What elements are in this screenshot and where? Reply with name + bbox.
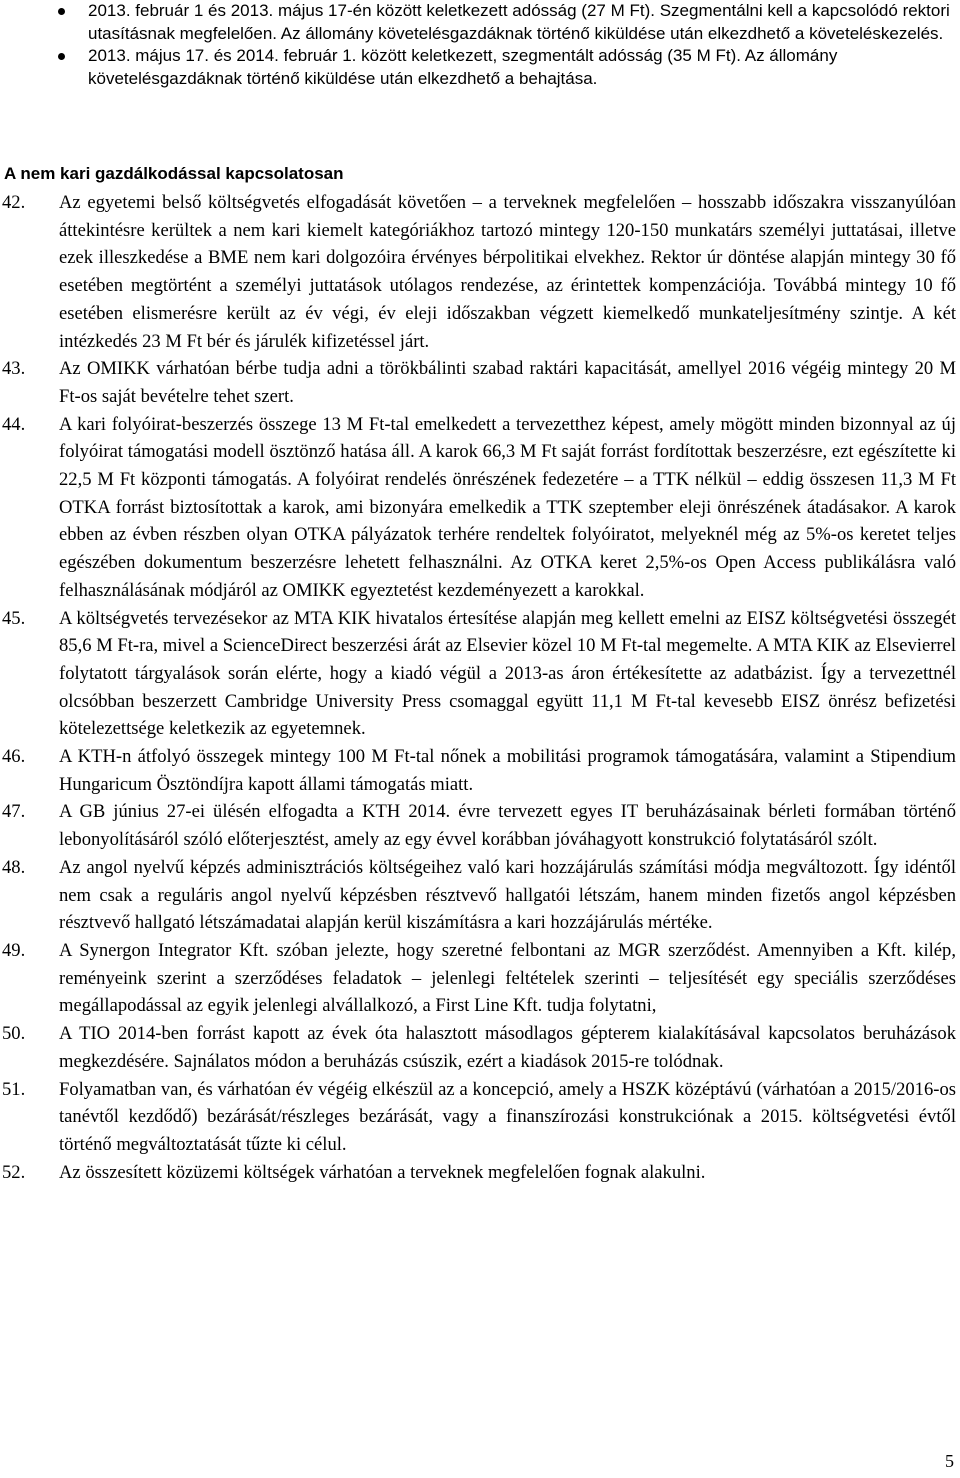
list-item — [0, 937, 960, 1020]
bullet-list — [0, 0, 960, 90]
list-item — [0, 798, 960, 853]
item-text: A kari folyóirat-beszerzés összege 13 M Ft-tal emelkedett a tervezetthez képest, amely mögött minden bizonnyal az új folyóirat támogatási modell ösztönző hatása áll. A karok 66,3 M Ft saját forrást fordítottak beszerzésre, ezt egészítette ki 22,5 M Ft központi támogatás. A folyóirat rendelés önrészének fedezetére – a TTK nélkül – eddig összesen 11,3 M Ft OTKA forrást biztosítottak a karok, ami bizonyára emelkedik a TTK szeptember eleji önrészének átadásakor. A karok ebben az évben részben olyan OTKA pályázatok terhére rendeltek folyóiratot, melyeknél még az 5%-os keretet teljes egészében dokumentum beszerzésre lehetett felhasználni. Az OTKA keret 2,5%-os Open Access publikálásra való felhasználásának módjáról az OMIKK egyeztetést kezdeményezett a karokkal. — [59, 413, 956, 601]
list-item — [0, 854, 960, 937]
list-item — [0, 1159, 960, 1187]
bullet-dot-icon — [58, 53, 65, 60]
item-text: Az angol nyelvű képzés adminisztrációs költségeihez való kari hozzájárulás számítási módja megváltozott. Így idéntől nem csak a reguláris angol nyelvű képzésben résztvevő hallgatói létszám, hanem minden fizetős angol képzésben résztvevő hallgató létszámadatai alapján kerül kiszámításra a kari hozzájárulás mértéke. — [59, 856, 956, 934]
list-item — [0, 189, 960, 355]
item-text: A TIO 2014-ben forrást kapott az évek óta halasztott másodlagos gépterem kialakításával kapcsolatos beruházások megkezdésére. Sajnálatos módon a beruházás csúszik, ezért a kiadások 2015-re tolódnak. — [59, 1023, 956, 1072]
item-text: A GB június 27-ei ülésén elfogadta a KTH 2014. évre tervezett egyes IT beruházásainak bérleti formában történő lebonyolításáról szóló előterjesztést, amely az egy évvel korábban jóváhagyott konstrukció folytatásáról szólt. — [59, 801, 956, 851]
page-number: 5 — [945, 1451, 954, 1471]
list-item — [0, 1076, 960, 1159]
list-item — [0, 355, 960, 410]
item-number: 44. — [2, 413, 26, 435]
numbered-list — [0, 189, 960, 1186]
item-number: 43. — [2, 358, 26, 380]
item-text: Az egyetemi belső költségvetés elfogadását követően – a terveknek megfelelően – hosszabb időszakra visszanyúlóan áttekintésre kerültek a nem kari kiemelt kategóriákhoz tartozó mintegy 120-150 munkatárs személyi juttatásai, illetve ezek illeszkedése a BME nem kari dolgozóira érvényes bérpolitikai elvekhez. Rektor úr döntése alapján mintegy 30 fő esetében megtörtént a személyi juttatások utólagos rendezése, az érintettek kompenzációja. Továbbá mintegy 10 fő esetében elismerésre került az év végi, év eleji időszakban végzett kiemelkedő munkateljesítmény szintje. A két intézkedés 23 M Ft bér és járulék kifizetéssel járt. — [59, 192, 956, 352]
section-heading: A nem kari gazdálkodással kapcsolatosan — [4, 164, 344, 183]
item-number: 45. — [2, 607, 26, 629]
bullet-text: 2013. május 17. és 2014. február 1. között keletkezett, szegmentált adósság (35 M Ft). Az állomány követelésgazdáknak történő kiküldése után elkezdhető a behajtása. — [88, 46, 838, 88]
list-item — [0, 1020, 960, 1075]
item-text: Az OMIKK várhatóan bérbe tudja adni a törökbálinti szabad raktári kapacitását, amellyel 2016 végéig mintegy 20 M Ft-os saját bevételre tehet szert. — [59, 358, 956, 407]
bullet-text: 2013. február 1 és 2013. május 17-én között keletkezett adósság (27 M Ft). Szegmentálni kell a kapcsolódó rektori utasításnak megfelelően. Az állomány követelésgazdáknak történő kiküldése után elkezdhető a követeléskezelés. — [88, 1, 950, 43]
item-number: 42. — [2, 192, 26, 213]
item-number: 49. — [2, 939, 26, 961]
item-number: 52. — [2, 1161, 26, 1183]
list-item — [0, 605, 960, 744]
list-item — [0, 743, 960, 798]
item-number: 51. — [2, 1078, 26, 1100]
item-number: 48. — [2, 856, 26, 878]
list-item — [0, 411, 960, 605]
item-text: A Synergon Integrator Kft. szóban jelezte, hogy szeretné felbontani az MGR szerződést. Amennyiben a Kft. kilép, reményeink szerint a szerződéses feladatok – jelenlegi feltételek szerinti – teljesítését egy speciális szerződéses megállapodással az egyik jelenlegi alvállalkozó, a First Line Kft. tudja folytatni, — [59, 939, 956, 1017]
bullet-item — [0, 45, 960, 90]
bullet-dot-icon — [58, 8, 65, 15]
item-text: A KTH-n átfolyó összegek mintegy 100 M Ft-tal nőnek a mobilitási programok támogatására, valamint a Stipendium Hungaricum Ösztöndíjra kapott állami támogatás miatt. — [59, 746, 956, 795]
item-text: A költségvetés tervezésekor az MTA KIK hivatalos értesítése alapján meg kellett emelni az EISZ költségvetési összegét 85,6 M Ft-ra, mivel a ScienceDirect beszerzési árát az Elsevier közel 10 M Ft-tal megemelte. A MTA KIK az Elsevierrel folytatott tárgyalások során elérte, hogy a kiadó végül a 2013-as áron értékesítette az adatbázist. Így a tervezettnél olcsóbban beszerzett Cambridge University Press csomaggal együtt 11,1 M Ft-tal kevesebb EISZ önrész befizetési kötelezettsége keletkezik az egyetemnek. — [59, 607, 956, 740]
item-text: Folyamatban van, és várhatóan év végéig elkészül az a koncepció, amely a HSZK középtávú (várhatóan a 2015/2016-os tanévtől kezdődő) bezárását/részleges bezárását, vagy a finanszírozási konstrukciónak a 2015. költségvetési évtől történő megváltoztatását tűzte ki célul. — [59, 1078, 956, 1155]
item-number: 50. — [2, 1023, 26, 1045]
bullet-item — [0, 0, 960, 45]
item-number: 46. — [2, 746, 26, 768]
item-text: Az összesített közüzemi költségek várhatóan a terveknek megfelelően fognak alakulni. — [59, 1161, 706, 1183]
item-number: 47. — [2, 801, 26, 823]
